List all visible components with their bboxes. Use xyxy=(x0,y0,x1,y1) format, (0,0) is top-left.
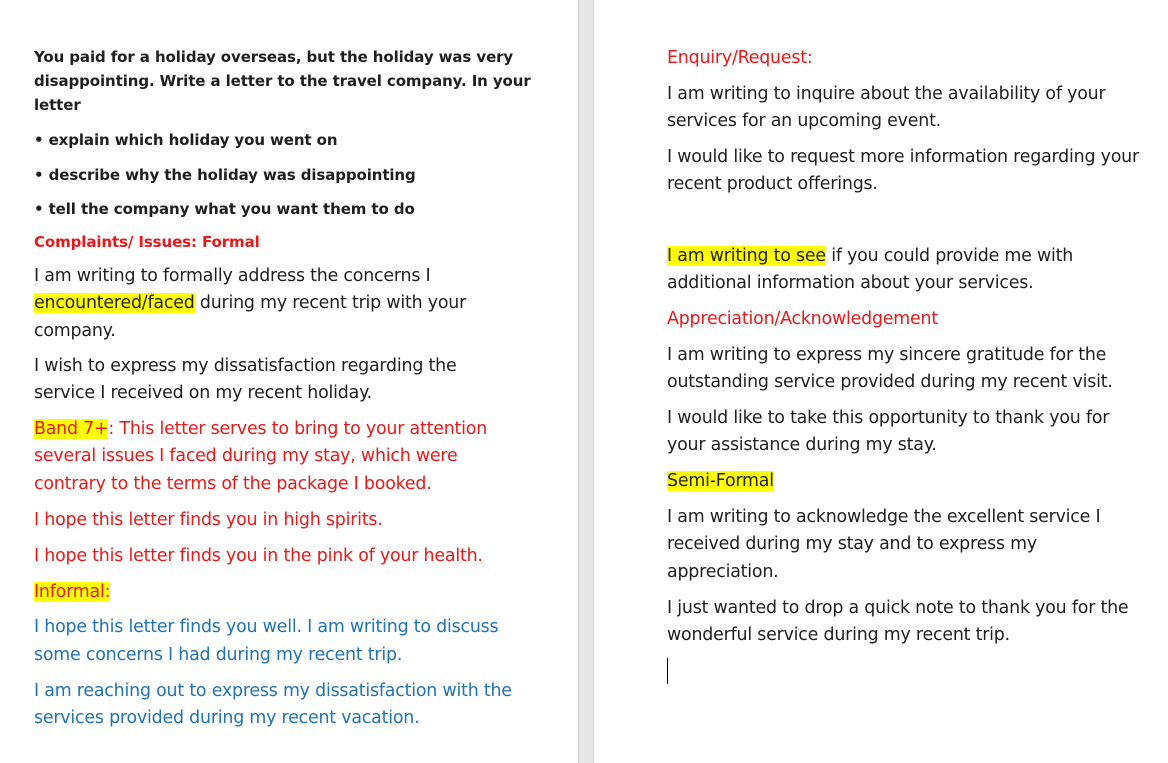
document-page-right[interactable] xyxy=(594,0,1168,763)
paragraph-line: I would like to take this opportunity to thank you for xyxy=(667,408,1110,428)
paragraph-line: I wish to express my dissatisfaction regarding the xyxy=(34,356,457,376)
informal-heading: Informal: xyxy=(34,582,111,602)
paragraph-line: wonderful service during my recent trip. xyxy=(667,625,1010,645)
prompt-line: You paid for a holiday overseas, but the holiday was very xyxy=(34,48,514,66)
paragraph-line: I would like to request more information regarding your xyxy=(667,147,1139,167)
band-label: Band 7+ xyxy=(34,419,109,439)
prompt-line: letter xyxy=(34,96,81,114)
paragraph-line: company. xyxy=(34,321,116,341)
bullet-item: • tell the company what you want them to do xyxy=(34,200,415,218)
band-line: several issues I faced during my stay, which were xyxy=(34,446,458,466)
informal-line: some concerns I had during my recent trip. xyxy=(34,645,403,665)
highlighted-text: I am writing to see xyxy=(667,246,826,266)
band-line: Band 7+: This letter serves to bring to your attention xyxy=(34,419,488,439)
bullet-item: • explain which holiday you went on xyxy=(34,131,338,149)
paragraph-line: I am writing to express my sincere gratitude for the xyxy=(667,345,1107,365)
greeting-line: I hope this letter finds you in the pink of your health. xyxy=(34,546,483,566)
page-gutter xyxy=(578,0,594,763)
paragraph-line: recent product offerings. xyxy=(667,174,878,194)
appreciation-heading: Appreciation/Acknowledgement xyxy=(667,309,938,329)
informal-line: services provided during my recent vacation. xyxy=(34,708,420,728)
paragraph-line: I am writing to formally address the concerns I xyxy=(34,266,431,286)
prompt-line: disappointing. Write a letter to the travel company. In your xyxy=(34,72,531,90)
complaints-heading: Complaints/ Issues: Formal xyxy=(34,233,260,251)
paragraph-line: I am writing to see if you could provide me with xyxy=(667,246,1074,266)
greeting-line: I hope this letter finds you in high spirits. xyxy=(34,510,383,530)
paragraph-line: I am writing to inquire about the availability of your xyxy=(667,84,1106,104)
paragraph-line: additional information about your services. xyxy=(667,273,1034,293)
informal-line: I am reaching out to express my dissatisfaction with the xyxy=(34,681,512,701)
bullet-item: • describe why the holiday was disappointing xyxy=(34,166,416,184)
paragraph-line: received during my stay and to express my xyxy=(667,534,1037,554)
enquiry-heading: Enquiry/Request: xyxy=(667,48,813,68)
paragraph-line: appreciation. xyxy=(667,562,779,582)
paragraph-line: encountered/faced during my recent trip with your xyxy=(34,293,467,313)
document-page-left[interactable] xyxy=(0,0,578,763)
semiformal-heading: Semi-Formal xyxy=(667,471,774,491)
paragraph-line: services for an upcoming event. xyxy=(667,111,942,131)
paragraph-line: I am writing to acknowledge the excellent service I xyxy=(667,507,1101,527)
highlighted-text: encountered/faced xyxy=(34,293,195,313)
paragraph-line: service I received on my recent holiday. xyxy=(34,383,373,403)
paragraph-line: your assistance during my stay. xyxy=(667,435,937,455)
text-cursor xyxy=(667,658,668,684)
informal-line: I hope this letter finds you well. I am writing to discuss xyxy=(34,617,499,637)
band-line: contrary to the terms of the package I booked. xyxy=(34,474,432,494)
paragraph-line: outstanding service provided during my recent visit. xyxy=(667,372,1113,392)
paragraph-line: I just wanted to drop a quick note to thank you for the xyxy=(667,598,1129,618)
